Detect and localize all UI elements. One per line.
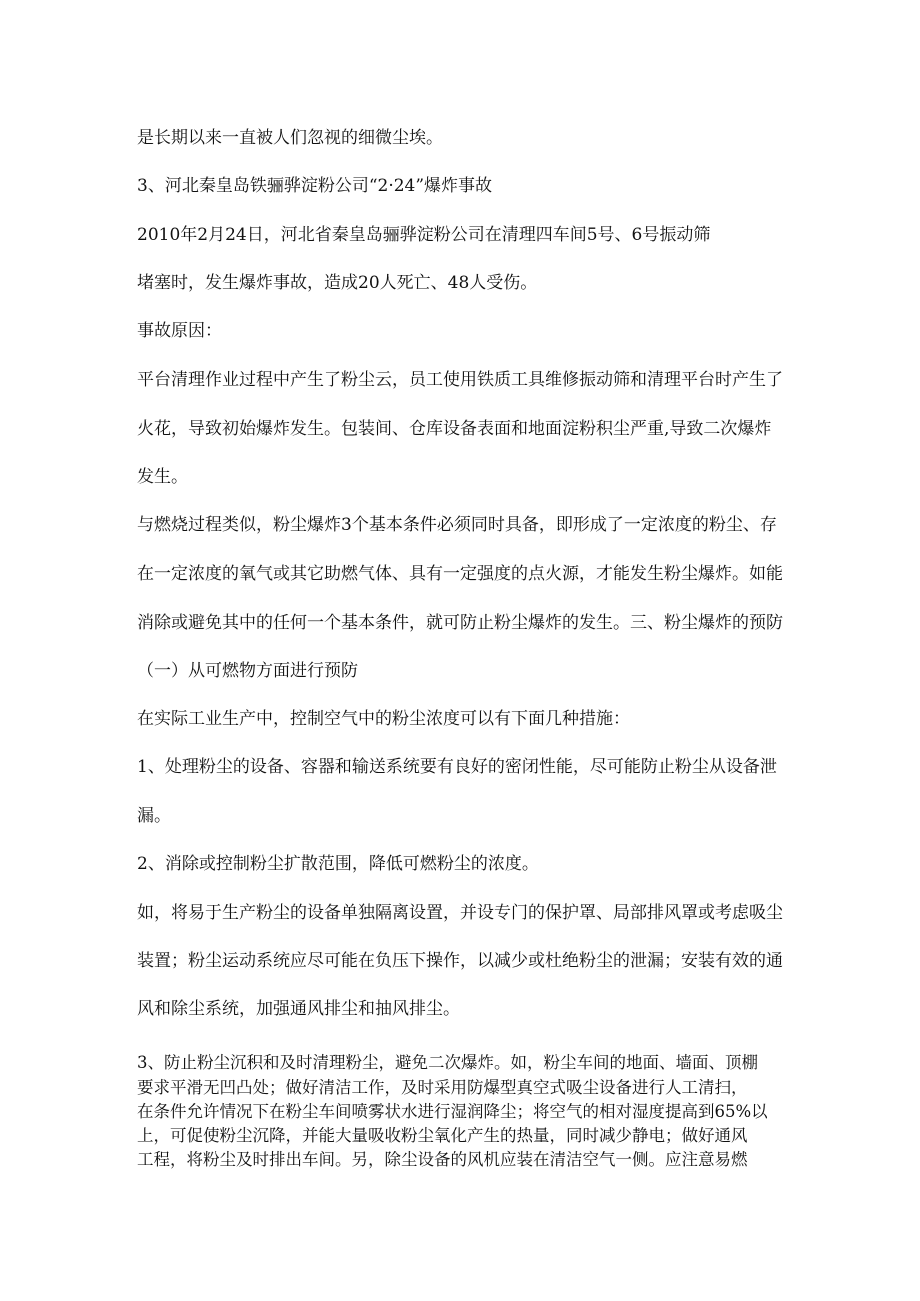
text-line: 与燃烧过程类似，粉尘爆炸3个基本条件必须同时具备，即形成了一定浓度的粉尘、存 xyxy=(137,515,777,535)
text-line: 事故原因： xyxy=(137,321,222,341)
text-line: 如，将易于生产粉尘的设备单独隔离设置，并设专门的保护罩、局部排风罩或考虑吸尘 xyxy=(137,903,783,923)
section-heading: 3、河北秦皇岛铁骊骅淀粉公司“2·24”爆炸事故 xyxy=(137,176,493,196)
text-line: 平台清理作业过程中产生了粉尘云，员工使用铁质工具维修振动筛和清理平台时产生了 xyxy=(137,370,783,390)
text-line: 1、处理粉尘的设备、容器和输送系统要有良好的密闭性能，尽可能防止粉尘从设备泄 xyxy=(137,757,777,777)
text-line: 在条件允许情况下在粉尘车间喷雾状水进行湿润降尘；将空气的相对湿度提高到65%以 xyxy=(137,1102,768,1121)
text-line: 漏。 xyxy=(137,806,171,826)
text-line: 火花，导致初始爆炸发生。包装间、仓库设备表面和地面淀粉积尘严重,导致二次爆炸 xyxy=(137,419,772,439)
text-line: 工程，将粉尘及时排出车间。另，除尘设备的风机应装在清洁空气一侧。应注意易燃 xyxy=(137,1150,748,1169)
text-line: 2、消除或控制粉尘扩散范围，降低可燃粉尘的浓度。 xyxy=(137,854,539,874)
text-line: 上，可促使粉尘沉降，并能大量吸收粉尘氧化产生的热量，同时减少静电；做好通风 xyxy=(137,1126,748,1145)
text-line: 要求平滑无凹凸处；做好清洁工作，及时采用防爆型真空式吸尘设备进行人工清扫， xyxy=(137,1078,748,1097)
text-line: 是长期以来一直被人们忽视的细微尘埃。 xyxy=(137,128,443,148)
text-line: 装置；粉尘运动系统应尽可能在负压下操作，以减少或杜绝粉尘的泄漏；安装有效的通 xyxy=(137,951,783,971)
text-line: 风和除尘系统，加强通风排尘和抽风排尘。 xyxy=(137,999,460,1019)
text-line: 在一定浓度的氧气或其它助燃气体、具有一定强度的点火源，才能发生粉尘爆炸。如能 xyxy=(137,564,783,584)
text-line: 2010年2月24日，河北省秦皇岛骊骅淀粉公司在清理四车间5号、6号振动筛 xyxy=(137,225,711,245)
text-line: 消除或避免其中的任何一个基本条件，就可防止粉尘爆炸的发生。三、粉尘爆炸的预防 xyxy=(137,613,783,633)
text-line: 在实际工业生产中，控制空气中的粉尘浓度可以有下面几种措施： xyxy=(137,709,630,729)
text-line: 堵塞时，发生爆炸事故，造成20人死亡、48人受伤。 xyxy=(137,273,538,293)
text-line: 3、防止粉尘沉积和及时清理粉尘，避免二次爆炸。如，粉尘车间的地面、墙面、顶棚 xyxy=(137,1053,758,1072)
section-heading: （一）从可燃物方面进行预防 xyxy=(137,661,358,681)
text-line: 发生。 xyxy=(137,467,188,487)
